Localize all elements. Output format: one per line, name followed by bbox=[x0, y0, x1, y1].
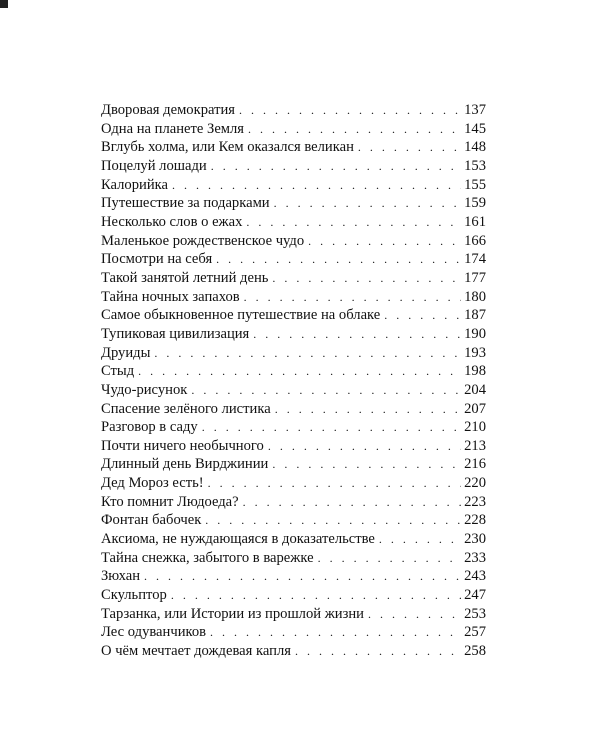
toc-entry bbox=[101, 120, 486, 139]
toc-entry-page-number: 145 bbox=[464, 120, 486, 137]
toc-entry-title: Путешествие за подарками bbox=[101, 195, 270, 212]
toc-entry-page-number: 190 bbox=[464, 325, 486, 342]
table-of-contents bbox=[101, 101, 486, 661]
dot-leader bbox=[246, 213, 461, 232]
dot-leader bbox=[191, 381, 461, 400]
toc-entry bbox=[101, 269, 486, 288]
dot-leader bbox=[211, 157, 461, 176]
dot-leader bbox=[274, 194, 461, 213]
toc-entry bbox=[101, 232, 486, 251]
toc-entry-title: Дед Мороз есть! bbox=[101, 475, 204, 492]
toc-entry-title: Длинный день Вирджинии bbox=[101, 456, 269, 473]
toc-entry-title: Тупиковая цивилизация bbox=[101, 325, 250, 342]
toc-entry-page-number: 213 bbox=[464, 437, 486, 454]
toc-entry-page-number: 174 bbox=[464, 251, 486, 268]
dot-leader bbox=[379, 530, 461, 549]
toc-entry-page-number: 233 bbox=[464, 549, 486, 566]
toc-entry-page-number: 258 bbox=[464, 643, 486, 660]
toc-entry bbox=[101, 325, 486, 344]
toc-entry-title: Друиды bbox=[101, 344, 151, 361]
toc-entry-page-number: 230 bbox=[464, 531, 486, 548]
toc-entry-title: Кто помнит Людоеда? bbox=[101, 493, 239, 510]
dot-leader bbox=[253, 325, 461, 344]
dot-leader bbox=[248, 120, 461, 139]
toc-entry-title: Такой занятой летний день bbox=[101, 269, 269, 286]
toc-entry bbox=[101, 455, 486, 474]
toc-entry-page-number: 198 bbox=[464, 363, 486, 380]
dot-leader bbox=[154, 344, 461, 363]
toc-entry-page-number: 187 bbox=[464, 307, 486, 324]
toc-entry-page-number: 257 bbox=[464, 624, 486, 641]
toc-entry-title: Скульптор bbox=[101, 587, 167, 604]
toc-entry-title: Почти ничего необычного bbox=[101, 437, 264, 454]
toc-entry-title: Зюхан bbox=[101, 568, 141, 585]
toc-entry-title: Тарзанка, или Истории из прошлой жизни bbox=[101, 605, 364, 622]
toc-entry-title: Посмотри на себя bbox=[101, 251, 213, 268]
toc-entry bbox=[101, 250, 486, 269]
dot-leader bbox=[275, 400, 461, 419]
dot-leader bbox=[216, 250, 461, 269]
toc-entry-title: Тайна снежка, забытого в варежке bbox=[101, 549, 314, 566]
toc-entry-title: Стыд bbox=[101, 363, 135, 380]
toc-entry-page-number: 243 bbox=[464, 568, 486, 585]
toc-entry bbox=[101, 474, 486, 493]
toc-entry bbox=[101, 138, 486, 157]
toc-entry-title: Дворовая демократия bbox=[101, 102, 235, 118]
toc-entry-title: О чём мечтает дождевая капля bbox=[101, 643, 291, 660]
toc-entry bbox=[101, 605, 486, 624]
toc-entry bbox=[101, 567, 486, 586]
toc-entry bbox=[101, 306, 486, 325]
dot-leader bbox=[272, 455, 461, 474]
dot-leader bbox=[308, 232, 461, 251]
dot-leader bbox=[358, 138, 461, 157]
toc-entry-page-number: 207 bbox=[464, 400, 486, 417]
toc-entry-title: Калорийка bbox=[101, 176, 168, 193]
toc-entry-page-number: 180 bbox=[464, 288, 486, 305]
toc-entry-page-number: 220 bbox=[464, 475, 486, 492]
toc-entry-page-number: 161 bbox=[464, 213, 486, 230]
dot-leader bbox=[144, 567, 461, 586]
dot-leader bbox=[202, 418, 461, 437]
toc-entry-title: Разговор в саду bbox=[101, 419, 198, 436]
toc-entry-page-number: 247 bbox=[464, 587, 486, 604]
dot-leader bbox=[368, 605, 461, 624]
dot-leader bbox=[205, 511, 461, 530]
toc-entry-page-number: 210 bbox=[464, 419, 486, 436]
dot-leader bbox=[208, 474, 461, 493]
toc-entry bbox=[101, 642, 486, 661]
toc-entry bbox=[101, 101, 486, 120]
dot-leader bbox=[272, 269, 461, 288]
toc-entry bbox=[101, 586, 486, 605]
toc-entry-title: Поцелуй лошади bbox=[101, 157, 207, 174]
toc-entry-title: Одна на планете Земля bbox=[101, 120, 245, 137]
toc-entry-title: Чудо-рисунок bbox=[101, 381, 188, 398]
toc-entry bbox=[101, 511, 486, 530]
toc-entry-title: Фонтан бабочек bbox=[101, 512, 202, 529]
toc-entry bbox=[101, 437, 486, 456]
toc-entry-page-number: 204 bbox=[464, 381, 486, 398]
dot-leader bbox=[171, 586, 461, 605]
toc-entry-title: Тайна ночных запахов bbox=[101, 288, 240, 305]
toc-entry bbox=[101, 530, 486, 549]
toc-entry-page-number: 166 bbox=[464, 232, 486, 249]
toc-entry-page-number: 137 bbox=[464, 102, 486, 118]
toc-entry-page-number: 253 bbox=[464, 605, 486, 622]
toc-entry bbox=[101, 623, 486, 642]
dot-leader bbox=[244, 288, 461, 307]
dot-leader bbox=[243, 493, 461, 512]
dot-leader bbox=[210, 623, 461, 642]
toc-entry-page-number: 216 bbox=[464, 456, 486, 473]
toc-entry-title: Несколько слов о ежах bbox=[101, 213, 243, 230]
toc-entry bbox=[101, 381, 486, 400]
toc-entry bbox=[101, 549, 486, 568]
toc-entry bbox=[101, 344, 486, 363]
toc-entry bbox=[101, 362, 486, 381]
toc-entry-title: Лес одуванчиков bbox=[101, 624, 207, 641]
toc-entry-page-number: 153 bbox=[464, 157, 486, 174]
toc-entry-title: Спасение зелёного листика bbox=[101, 400, 271, 417]
dot-leader bbox=[318, 549, 462, 568]
toc-entry bbox=[101, 493, 486, 512]
toc-entry-title: Самое обыкновенное путешествие на облаке bbox=[101, 307, 381, 324]
toc-entry-title: Вглубь холма, или Кем оказался великан bbox=[101, 139, 354, 156]
toc-entry bbox=[101, 418, 486, 437]
toc-entry-page-number: 159 bbox=[464, 195, 486, 212]
dot-leader bbox=[268, 437, 461, 456]
toc-entry bbox=[101, 176, 486, 195]
dot-leader bbox=[138, 362, 461, 381]
toc-entry-page-number: 148 bbox=[464, 139, 486, 156]
toc-entry-title: Аксиома, не нуждающаяся в доказательстве bbox=[101, 531, 375, 548]
toc-entry-page-number: 177 bbox=[464, 269, 486, 286]
toc-entry bbox=[101, 400, 486, 419]
dot-leader bbox=[172, 176, 461, 195]
toc-entry-page-number: 223 bbox=[464, 493, 486, 510]
dot-leader bbox=[295, 642, 461, 661]
scan-corner-mark bbox=[0, 0, 8, 8]
toc-entry bbox=[101, 194, 486, 213]
dot-leader bbox=[384, 306, 461, 325]
toc-entry-page-number: 228 bbox=[464, 512, 486, 529]
dot-leader bbox=[239, 101, 461, 120]
toc-entry-page-number: 155 bbox=[464, 176, 486, 193]
toc-entry bbox=[101, 288, 486, 307]
toc-entry bbox=[101, 213, 486, 232]
toc-entry-page-number: 193 bbox=[464, 344, 486, 361]
toc-entry bbox=[101, 157, 486, 176]
toc-entry-title: Маленькое рождественское чудо bbox=[101, 232, 305, 249]
